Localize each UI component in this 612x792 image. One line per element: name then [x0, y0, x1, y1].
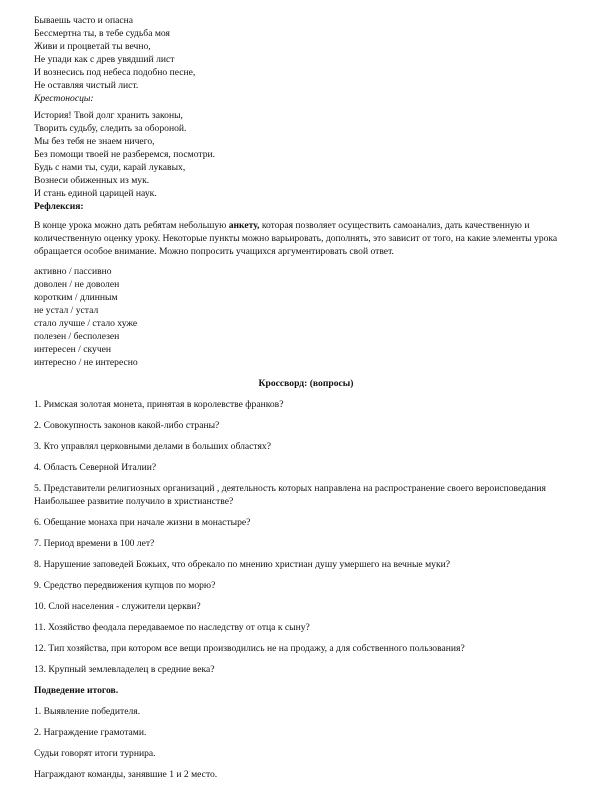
poem-line: Творить судьбу, следить за обороной.	[34, 123, 187, 134]
reflection-list	[34, 265, 578, 369]
question-item: 7. Период времени в 100 лет?	[34, 538, 155, 549]
list-item: коротким / длинным	[34, 292, 118, 303]
poem-line: Не оставляя чистый лист.	[34, 80, 139, 91]
list-item: интересен / скучен	[34, 344, 112, 355]
question-item: 3. Кто управлял церковными делами в больших областях?	[34, 441, 271, 452]
speaker-label: Крестоносцы:	[34, 93, 94, 104]
reflection-text-bold: анкету,	[228, 220, 260, 231]
poem-line: Бываешь часто и опасна	[34, 15, 134, 26]
summary-list	[34, 705, 578, 781]
crossword-questions	[34, 398, 578, 676]
list-item: полезен / бесполезен	[34, 331, 120, 342]
list-item: активно / пассивно	[34, 266, 112, 277]
summary-item: 1. Выявление победителя.	[34, 706, 141, 717]
poem-line: Бессмертна ты, в тебе судьба моя	[34, 28, 170, 39]
poem-line: Будь с нами ты, суди, карай лукавых,	[34, 162, 186, 173]
reflection-paragraph	[34, 219, 572, 258]
poem-line: Вознеси обиженных из мук.	[34, 175, 150, 186]
question-item: 6. Обещание монаха при начале жизни в монастыре?	[34, 517, 251, 528]
question-item: 4. Область Северной Италии?	[34, 462, 157, 473]
poem-line: Без помощи твоей не разберемся, посмотри.	[34, 149, 216, 160]
poem-line: Мы без тебя не знаем ничего,	[34, 136, 155, 147]
summary-item: Судьи говорят итоги турнира.	[34, 748, 156, 759]
question-item: 8. Нарушение заповедей Божьих, что обрекало по мнению христиан душу умершего на вечные муки?	[34, 559, 450, 570]
poem-stanza-1	[34, 14, 578, 92]
summary-heading: Подведение итогов.	[34, 685, 119, 696]
list-item: интересно / не интересно	[34, 357, 138, 368]
question-item: 11. Хозяйство феодала передаваемое по наследству от отца к сыну?	[34, 622, 310, 633]
poem-line: История! Твой долг хранить законы,	[34, 110, 183, 121]
list-item: доволен / не доволен	[34, 279, 120, 290]
poem-line: Не упади как с древ увядший лист	[34, 54, 175, 65]
reflection-text-after: которая позволяет осуществить самоанализ, дать качественную и количественную оценку уроку. Некоторые пункты можно варьировать, дополнять, это зависит от того, на какие элементы урока обращается особое внимание. Можно попросить учащихся аргументировать свой ответ.	[34, 220, 558, 257]
question-item: 2. Совокупность законов какой-либо страны?	[34, 420, 220, 431]
poem-line: Живи и процветай ты вечно,	[34, 41, 151, 52]
question-item: 12. Тип хозяйства, при котором все вещи производились не на продажу, а для собственного пользования?	[34, 643, 465, 654]
list-item: не устал / устал	[34, 305, 99, 316]
summary-item: Награждают команды, занявшие 1 и 2 место.	[34, 769, 218, 780]
question-item: 13. Крупный землевладелец в средние века?	[34, 664, 215, 675]
poem-line: И стань единой царицей наук.	[34, 188, 157, 199]
question-item: 1. Римская золотая монета, принятая в королевстве франков?	[34, 399, 284, 410]
crossword-title: Кроссворд: (вопросы)	[258, 378, 354, 389]
question-item: 5. Представители религиозных организаций , деятельность которых направлена на распространение своего вероисповедания Наибольшее развитие получило в христианстве?	[34, 483, 546, 507]
poem-line: И вознесись под небеса подобно песне,	[34, 67, 196, 78]
reflection-text-before: В конце урока можно дать ребятам небольшую	[34, 220, 229, 231]
summary-item: 2. Награждение грамотами.	[34, 727, 147, 738]
list-item: стало лучше / стало хуже	[34, 318, 138, 329]
question-item: 9. Средство передвижения купцов по морю?	[34, 580, 216, 591]
reflection-heading: Рефлексия:	[34, 201, 84, 212]
poem-stanza-2	[34, 109, 578, 200]
question-item: 10. Слой населения - служители церкви?	[34, 601, 201, 612]
